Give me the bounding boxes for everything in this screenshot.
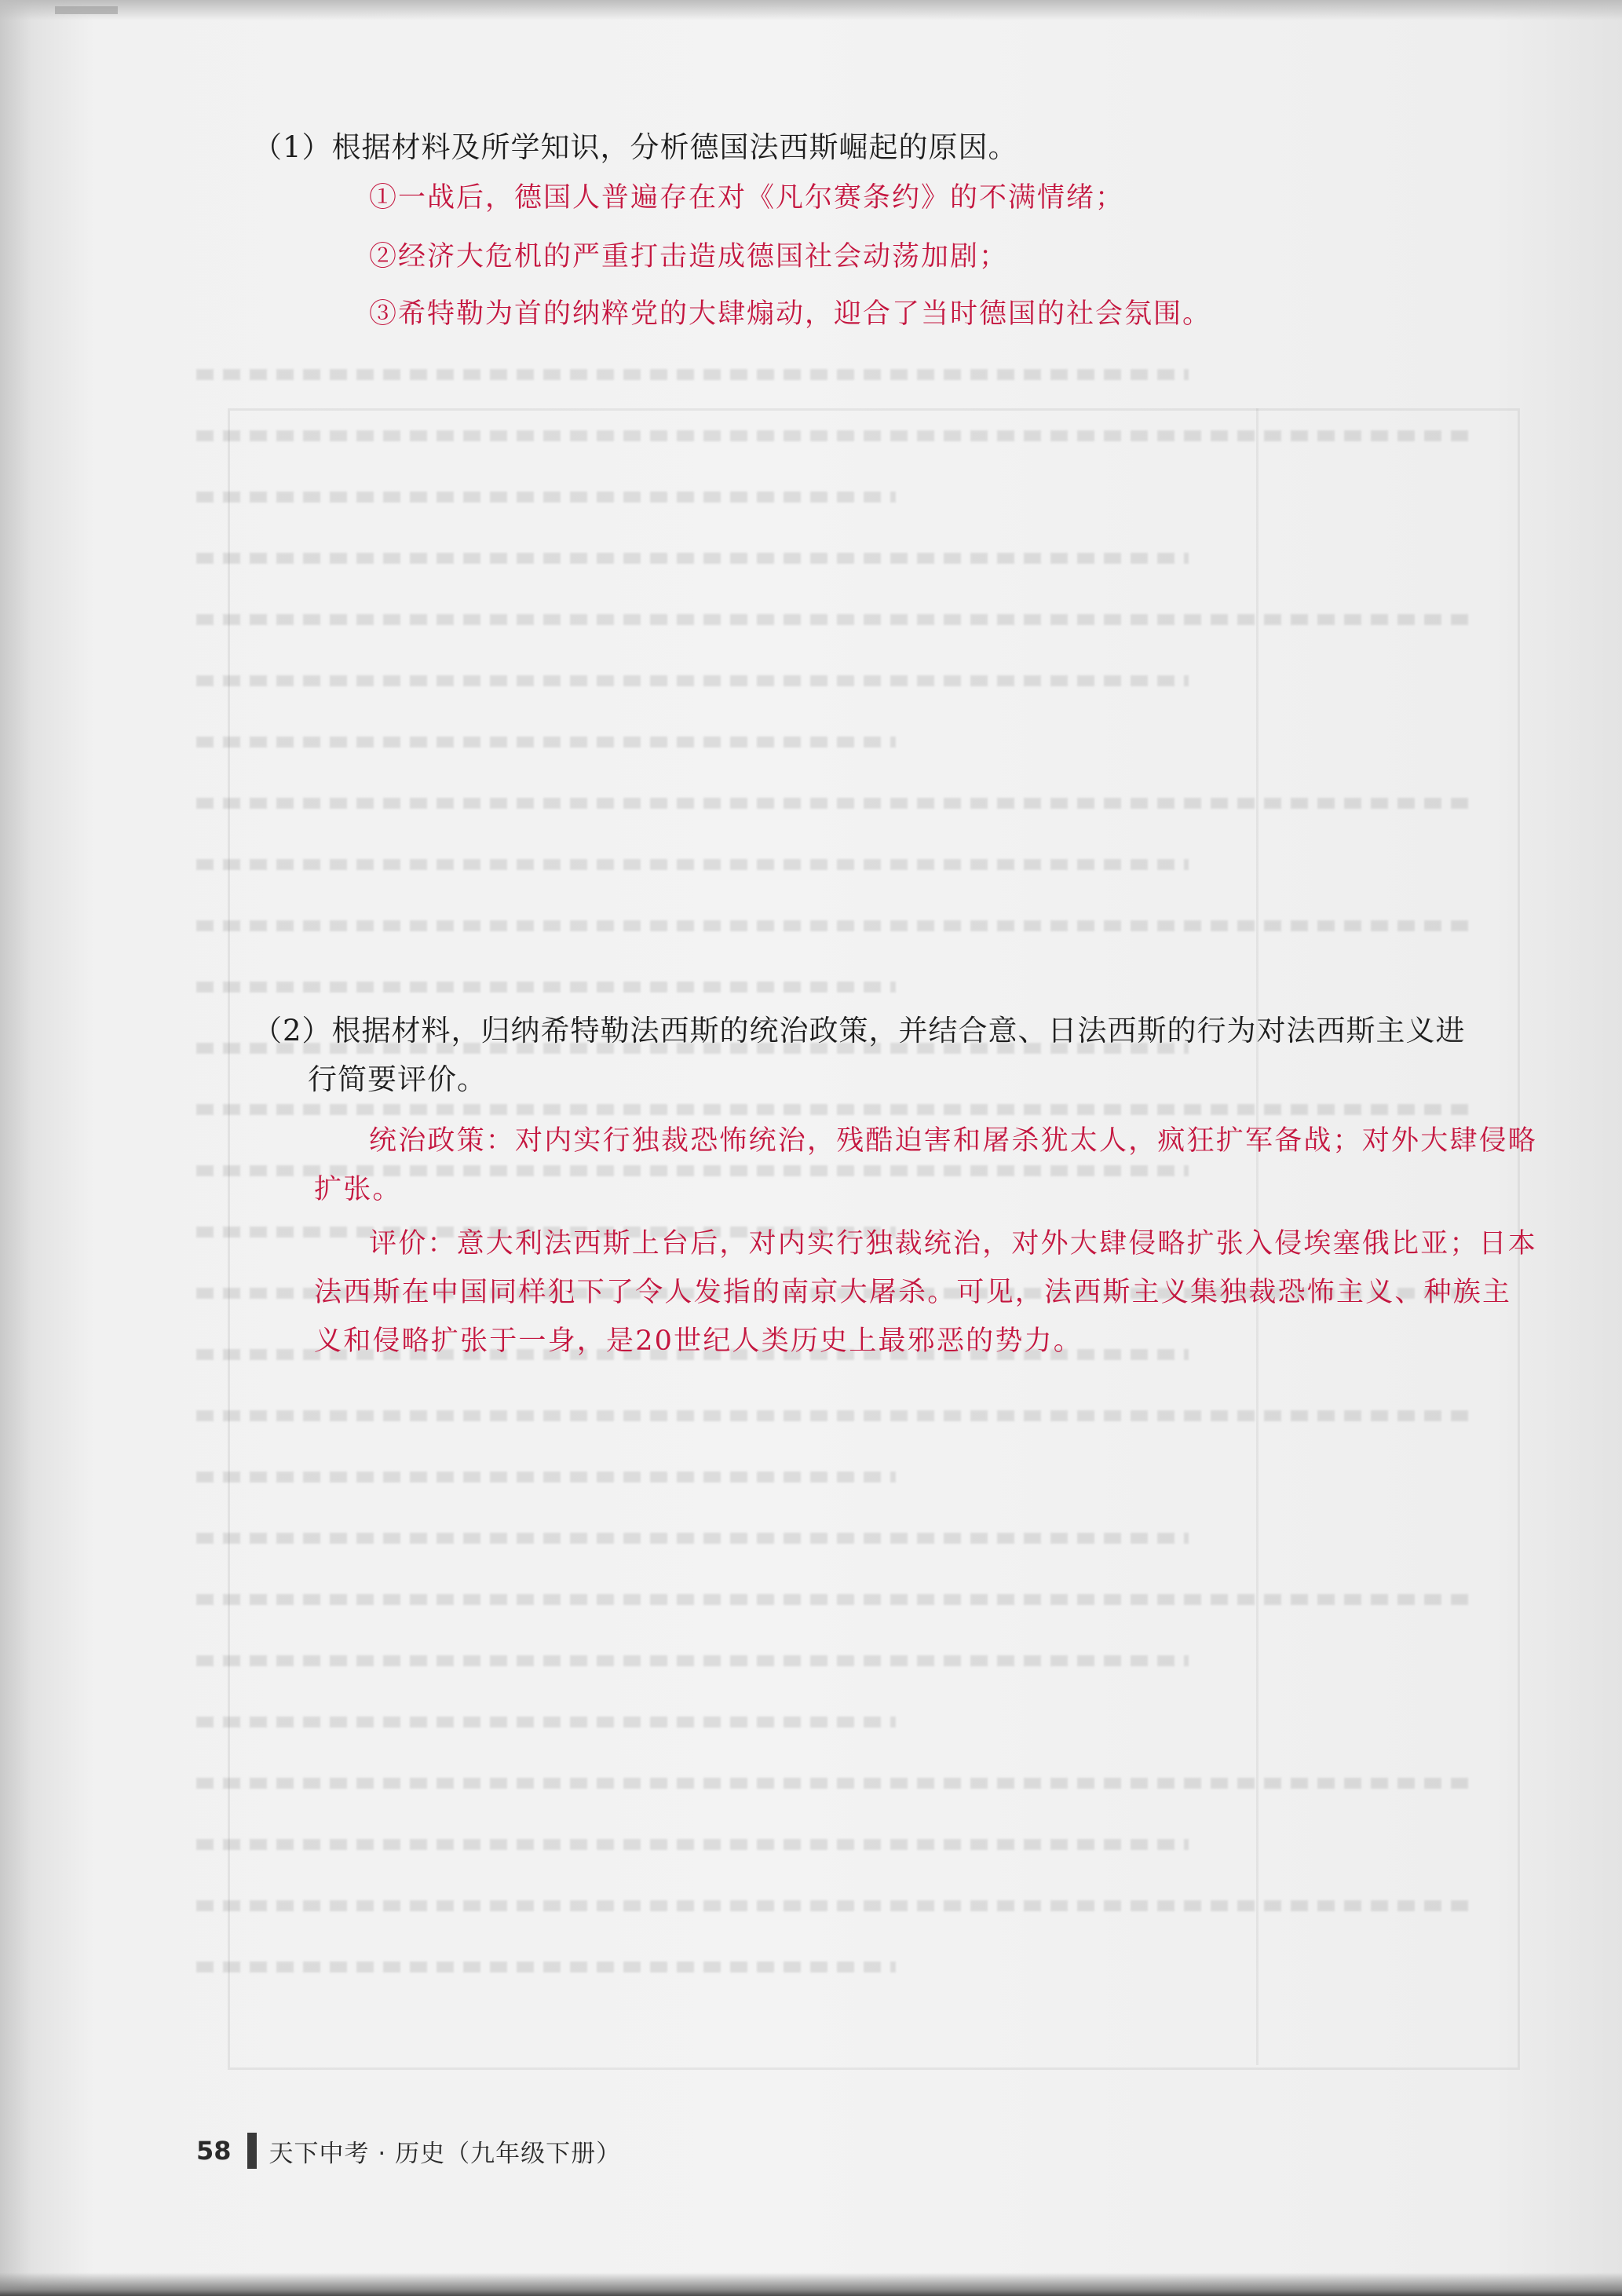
answer-1-item-1: ①一战后，德国人普遍存在对《凡尔赛条约》的不满情绪； bbox=[369, 182, 1125, 214]
question-2 bbox=[253, 1007, 1525, 1104]
scan-mark bbox=[55, 6, 118, 14]
question-1: （1）根据材料及所学知识，分析德国法西斯崛起的原因。 bbox=[253, 130, 1018, 164]
answer-2-evaluation: 评价：意大利法西斯上台后，对内实行独裁统治，对外大肆侵略扩张入侵埃塞俄比亚；日本法西斯在中国同样犯下了令人发指的南京大屠杀。可见，法西斯主义集独裁恐怖主义、种族主义和侵略扩张于一身，是20世纪人类历史上最邪恶的势力。 bbox=[314, 1228, 1538, 1357]
page-number: 58 bbox=[196, 2136, 232, 2166]
answer-2-policy: 统治政策：对内实行独裁恐怖统治，残酷迫害和屠杀犹太人，疯狂扩军备战；对外大肆侵略扩张。 bbox=[314, 1125, 1538, 1205]
answer-1-item-2: ②经济大危机的严重打击造成德国社会动荡加剧； bbox=[369, 241, 1009, 272]
answer-1-item-3: ③希特勒为首的纳粹党的大肆煽动，迎合了当时德国的社会氛围。 bbox=[369, 298, 1212, 330]
page-footer bbox=[196, 2130, 621, 2172]
book-title: 天下中考 · 历史（九年级下册） bbox=[269, 2139, 622, 2168]
question-2-line-2: 行简要评价。 bbox=[308, 1062, 487, 1096]
bleed-through-text bbox=[196, 369, 1468, 2065]
question-2-line-1: （2）根据材料，归纳希特勒法西斯的统治政策，并结合意、日法西斯的行为对法西斯主义进 bbox=[253, 1014, 1466, 1047]
scan-bottom-edge bbox=[0, 2272, 1622, 2296]
footer-divider-bar bbox=[247, 2133, 257, 2169]
scan-top-edge bbox=[0, 0, 1622, 20]
